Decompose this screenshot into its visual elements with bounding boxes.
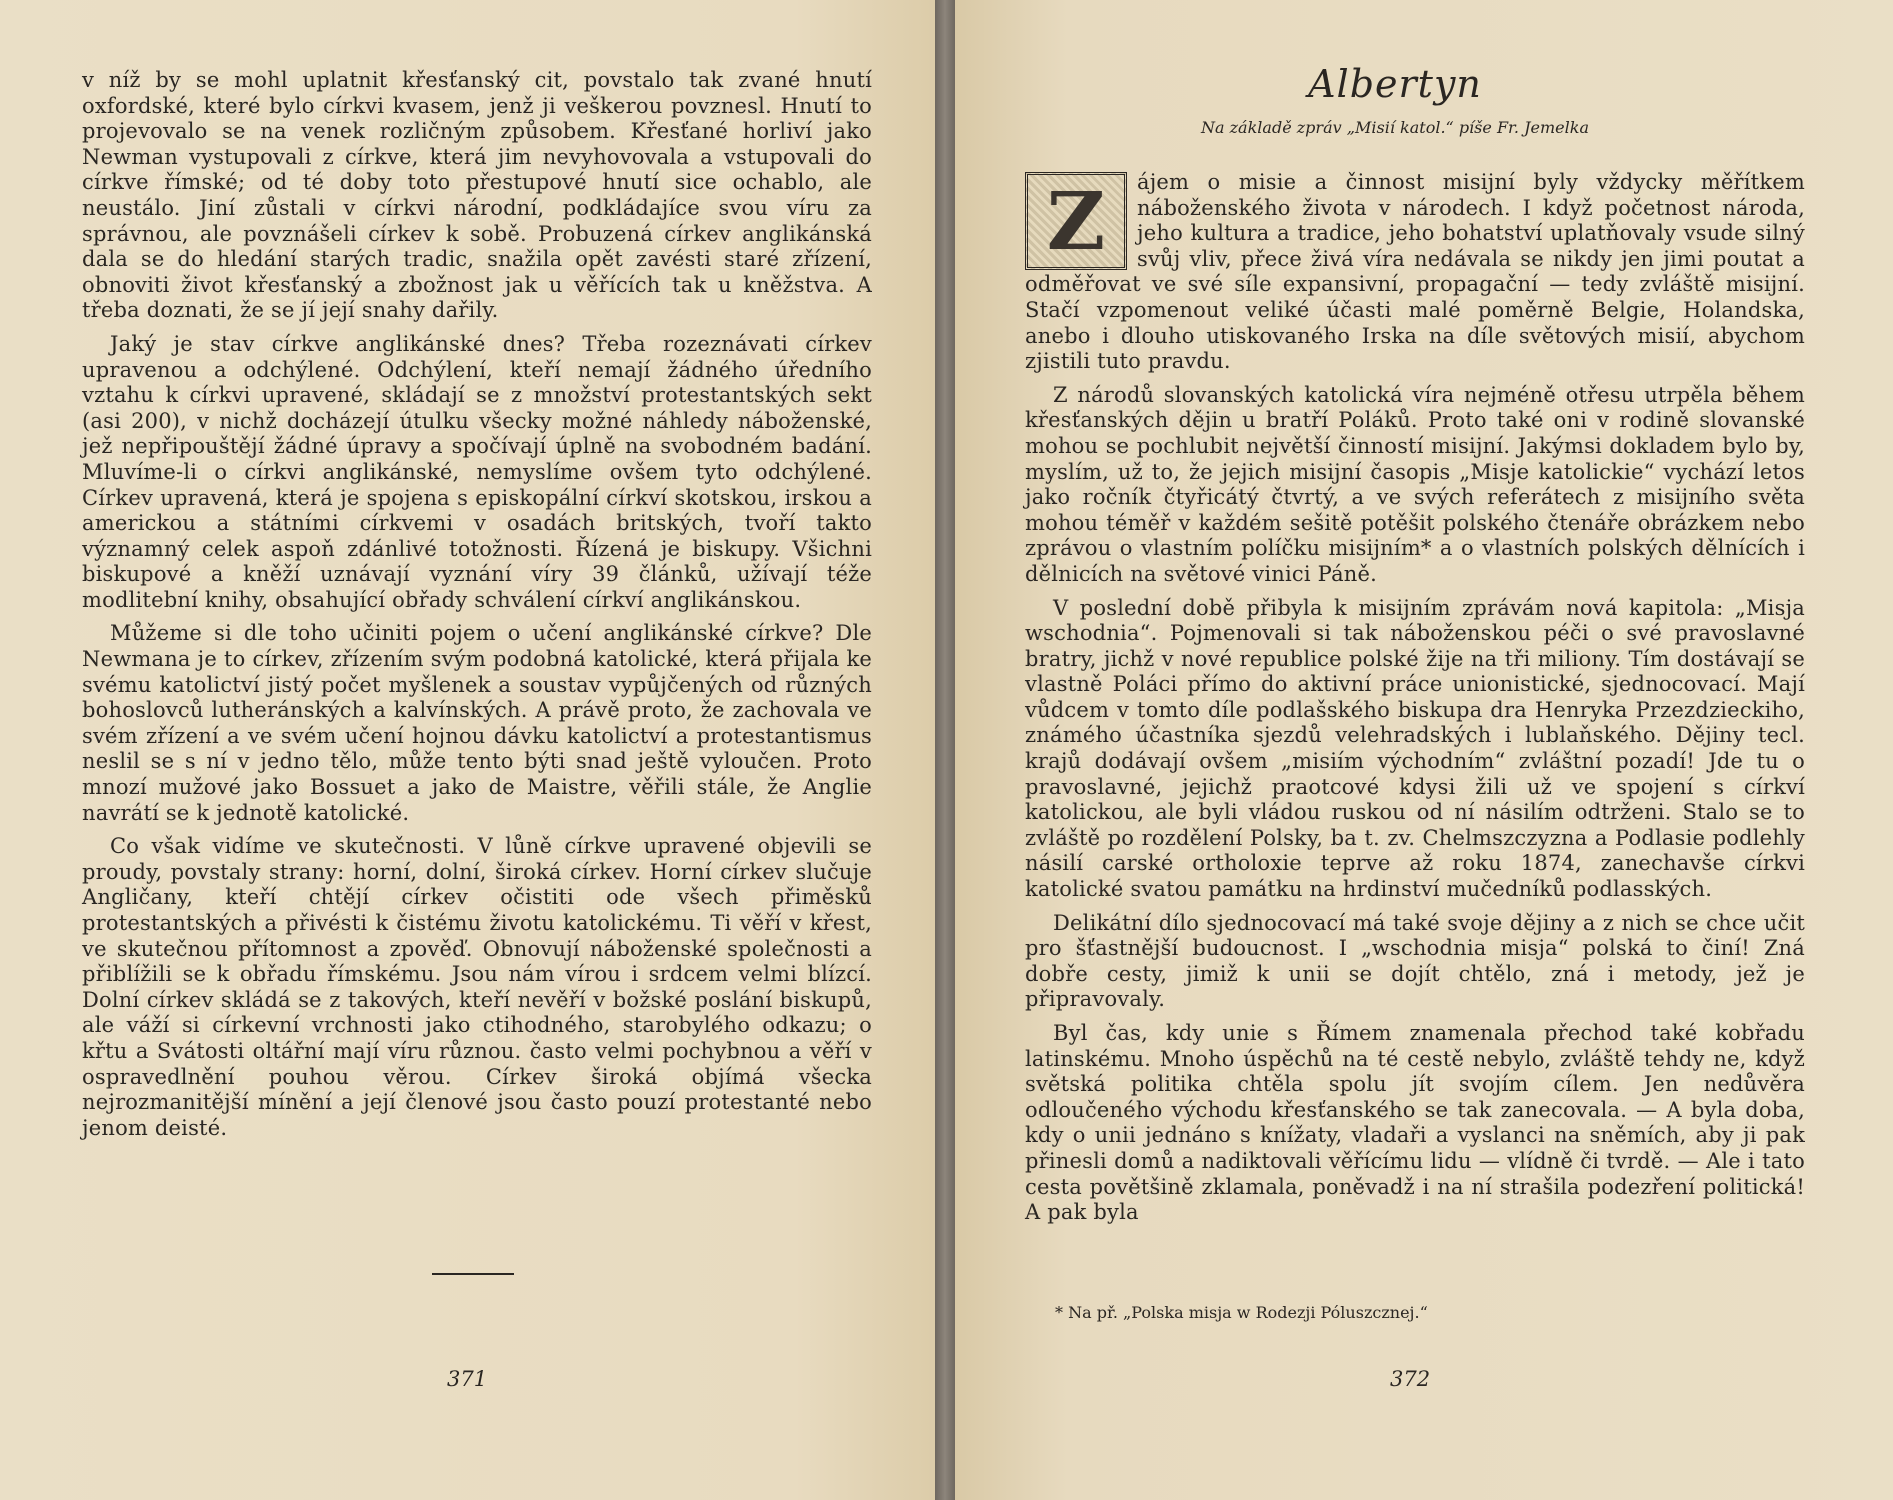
footnote: * Na př. „Polska misja w Rodezji Póluszcznej.“ [1055, 1303, 1428, 1322]
right-page-text [1025, 170, 1805, 1234]
section-divider [432, 1273, 514, 1275]
left-page-text [82, 68, 872, 1149]
paragraph: V poslední době přibyla k misijním zprávám nová kapitola: „Misja wschodnia“. Pojmenovali si tak náboženskou péči o své pravoslavné bratry, jichž v nové republice polské žije na tři miliony. Tím dostávají se vlastně Poláci přímo do aktivní práce unionistické, sjednocovací. Mají vůdcem v tomto díle podlašského biskupa dra Henryka Przezdzieckiho, známého účastníka sjezdů velehradských i lublaňského. Dějiny tecl. krajů dodávají ovšem „misiím východním“ zvláštní pozadí! Jde tu o pravoslavné, jejichž praotcové kdysi žili už ve spojení s církví katolickou, ale byli vládou ruskou od ní násilím odtrženi. Stalo se to zvláště po rozdělení Polsky, ba t. zv. Chelmszczyzna a Podlasie podlehly násilí carské ortholoxie teprve až roku 1874, zanechavše církvi katolické svatou památku na hrdinství mučedníků podlasských. [1025, 595, 1805, 902]
paragraph: Z národů slovanských katolická víra nejméně otřesu utrpěla během křesťanských dějin u bratří Poláků. Proto také oni v rodině slovanské mohou se pochlubit největší činností misijní. Jakýmsi dokladem bylo by, myslím, už to, že jejich misijní časopis „Misje katolickie“ vychází letos jako ročník čtyřicátý čtvrtý, a ve svých referátech z misijního světa mohou téměř v každém sešitě potěšit polského čtenáře obrázkem nebo zprávou o vlastním políčku misijním* a o vlastních polských dělnících i dělnicích na světové vinici Páně. [1025, 382, 1805, 586]
paragraph: Co však vidíme ve skutečnosti. V lůně církve upravené objevili se proudy, povstaly strany: horní, dolní, široká církev. Horní církev slučuje Angličany, kteří chtějí církev očistiti ode všech přiměsků protestantských a přivésti k čistému životu katolickému. Ti věří v křest, ve skutečnou přítomnost a zpověď. Obnovují náboženské společnosti a přiblížili se k obřadu římskému. Jsou nám vírou i srdcem velmi blízcí. Dolní církev skládá se z takových, kteří nevěří v božské poslání biskupů, ale váží si církevní vrchnosti jako ctihodného, starobylého odkazu; o křtu a Svátosti oltářní mají víru různou. často velmi pochybnou a věří v ospravedlnění pouhou věrou. Církev široká objímá všecka nejrozmanitější mínění a její členové jsou často pouzí protestanté nebo jenom deisté. [82, 834, 872, 1140]
book-gutter [935, 0, 955, 1500]
left-page [0, 0, 935, 1500]
paragraph: Delikátní dílo sjednocovací má také svoje dějiny a z nich se chce učit pro šťastnější budoucnost. I „wschodnia misja“ polská to činí! Zná dobře cesty, jimiž k unii se dojít chtělo, zná i metody, jež je připravovaly. [1025, 910, 1805, 1012]
article-title: Albertyn [1308, 62, 1482, 106]
article-byline: Na základě zpráv „Misií katol.“ píše Fr. Jemelka [1201, 118, 1589, 137]
paragraph [1025, 170, 1805, 375]
first-paragraph-text: ájem o misie a činnost misijní byly vždycky měřítkem náboženského života v národech. I když početnost národa, jeho kultura a tradice, jeho bohatství uplatňovaly vsude silný svůj vliv, přece živá víra nedávala se nikdy jen jimi poutat a odměřovat ve své síle expansivní, propagační — tedy zvláště misijní. Stačí vzpomenout veliké účasti malé poměrně Belgie, Holandska, anebo i dlouho utiskovaného Irska na díle světových misií, abychom zjistili tuto pravdu. [1025, 170, 1805, 374]
paragraph: v níž by se mohl uplatnit křesťanský cit, povstalo tak zvané hnutí oxfordské, které bylo církvi kvasem, jenž ji veškerou povznesl. Hnutí to projevovalo se na venek rozličným způsobem. Křesťané horliví jako Newman vystupovali z církve, která jim nevyhovovala a vstupovali do církve římské; od té doby toto přestupové hnutí sice ochablo, ale neustálo. Jiní zůstali v církvi národní, podkládajíce svou víru za správnou, ale povznášeli církev k sobě. Probuzená církev anglikánská dala se do hledání starých tradic, snažila opět zavésti staré zřízení, obnoviti život křesťanský a zbožnost jak u věřících tak u kněžstva. A třeba doznati, že se jí její snahy dařily. [82, 68, 872, 323]
right-page [955, 0, 1893, 1500]
page-number: 372 [1390, 1367, 1431, 1391]
paragraph: Můžeme si dle toho učiniti pojem o učení anglikánské církve? Dle Newmana je to církev, zřízením svým podobná katolické, která přijala ke svému katolictví jistý počet myšlenek a soustav vypůjčených od různých bohoslovců lutheránských a kalvínských. A právě proto, že zachovala ve svém zřízení a ve svém učení hojnou dávku katolictví a protestantismus neslil se s ní v jedno tělo, může tento býti snad ještě vyloučen. Proto mnozí mužové jako Bossuet a jako de Maistre, věřili stále, že Anglie navrátí se k jednotě katolické. [82, 621, 872, 825]
paragraph: Jaký je stav církve anglikánské dnes? Třeba rozeznávati církev upravenou a odchýlené. Odchýlení, kteří nemají žádného úředního vztahu k církvi upravené, skládají se z množství protestantských sekt (asi 200), v nichž docházejí útulku všecky možné náhledy náboženské, jež nepřipouštějí žádné úpravy a spočívají úplně na svobodném badání. Mluvíme-li o církvi anglikánské, nemyslíme ovšem tyto odchýlené. Církev upravená, která je spojena s episkopální církví skotskou, irskou a americkou a státními církvemi v osadách britských, tvoří takto významný celek aspoň zdánlivé totožnosti. Řízená je biskupy. Všichni biskupové a kněží uznávají vyznání víry 39 článků, užívají téže modlitební knihy, obsahující obřady schválení církví anglikánskou. [82, 331, 872, 612]
page-number: 371 [447, 1367, 488, 1391]
paragraph: Byl čas, kdy unie s Římem znamenala přechod také kobřadu latinskému. Mnoho úspěchů na té cestě nebylo, zvláště tehdy ne, když světská politika chtěla spolu jít svojím cílem. Jen nedůvěra odloučeného východu křesťanského se tak zanecovala. — A byla doba, kdy o unii jednáno s knížaty, vladaři a vyslanci na sněmích, aby ji pak přinesli domů a nadiktovali věřícímu lidu — vlídně či tvrdě. — Ale i tato cesta povětšině zklamala, poněvadž i na ní strašila podezření politická! A pak byla [1025, 1021, 1805, 1225]
drop-cap-initial: Z [1025, 172, 1127, 270]
